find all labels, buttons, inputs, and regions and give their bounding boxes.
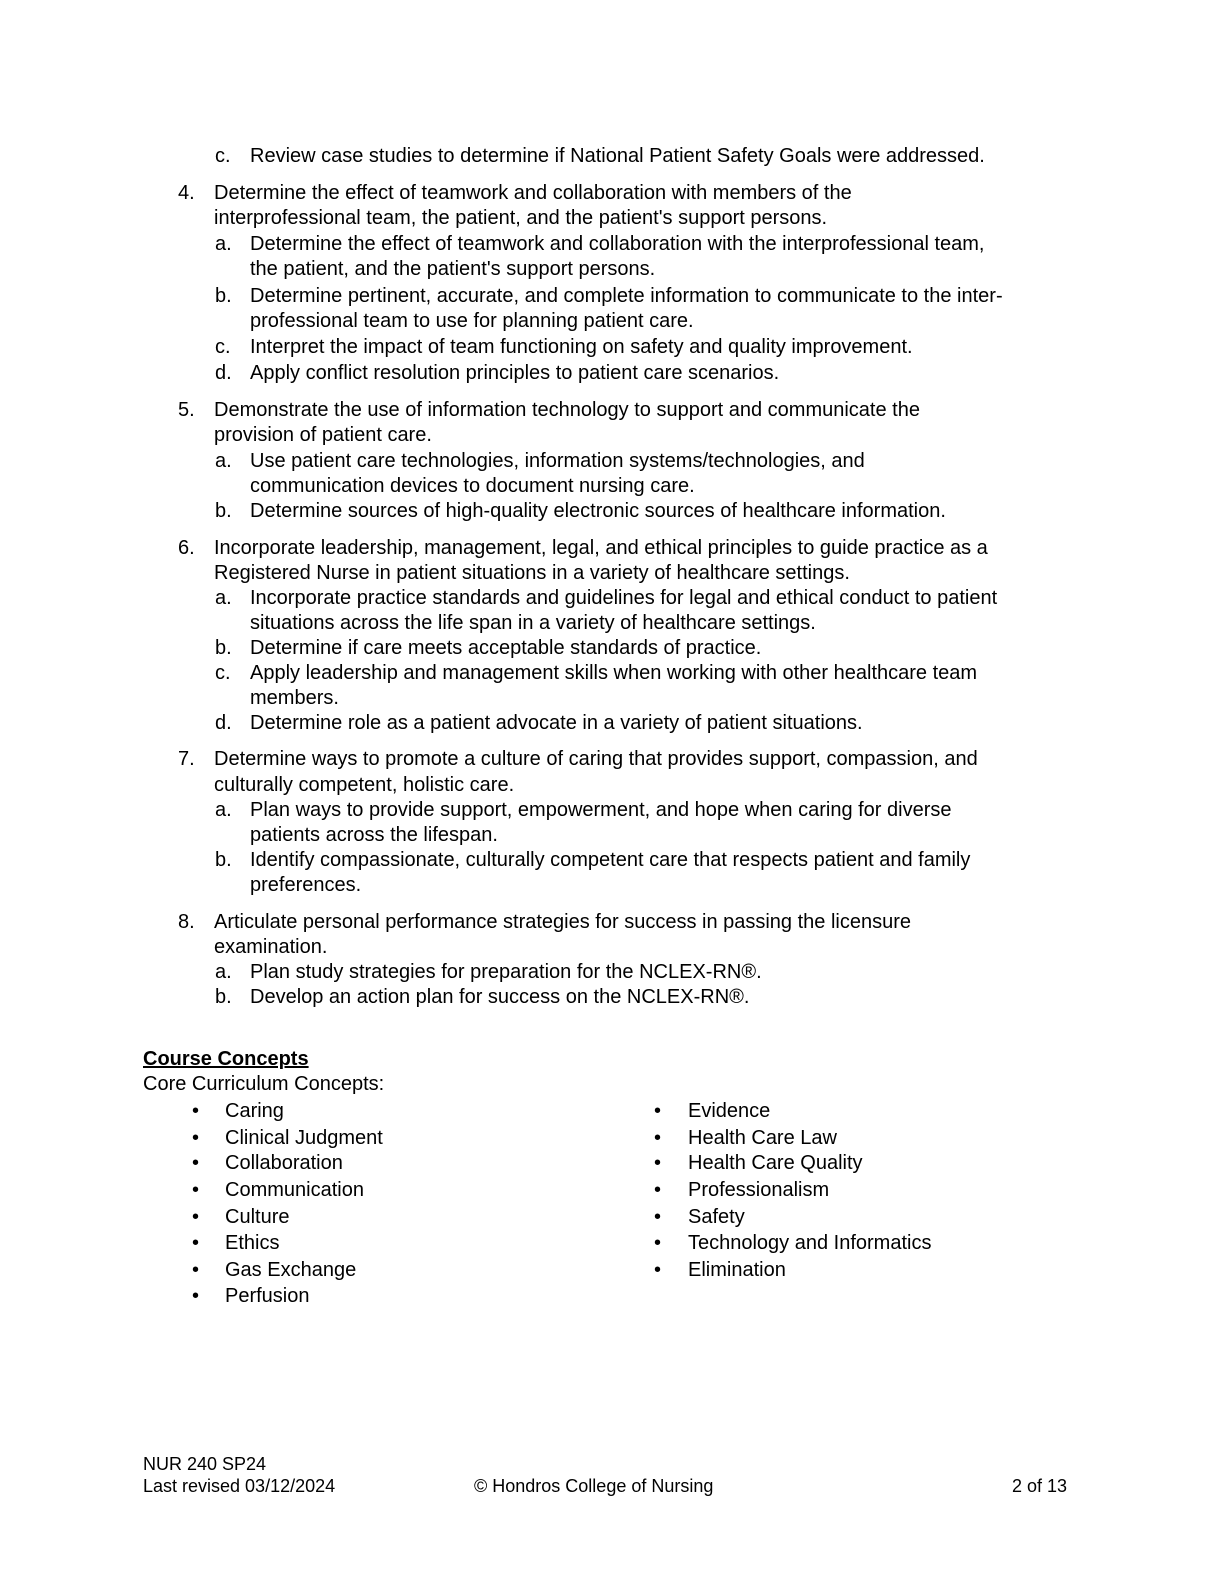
outcome-6b: Determine if care meets acceptable standards of practice. xyxy=(250,637,762,659)
outcome-number: 7. xyxy=(178,748,195,770)
outcome-4a-line2: the patient, and the patient's support persons. xyxy=(250,258,656,280)
concept-item: Caring xyxy=(225,1100,284,1122)
sub-letter: d. xyxy=(215,712,232,734)
concept-item: Health Care Law xyxy=(688,1127,837,1149)
sub-letter: a. xyxy=(215,961,232,983)
outcome-5a-line2: communication devices to document nursing care. xyxy=(250,475,695,497)
outcome-4b-line2: professional team to use for planning patient care. xyxy=(250,310,694,332)
outcome-7-line2: culturally competent, holistic care. xyxy=(214,774,515,796)
outcome-4-line2: interprofessional team, the patient, and the patient's support persons. xyxy=(214,207,828,229)
bullet-icon: • xyxy=(192,1232,200,1254)
sub-letter: b. xyxy=(215,500,232,522)
concept-item: Technology and Informatics xyxy=(688,1232,932,1254)
outcome-4c: Interpret the impact of team functioning on safety and quality improvement. xyxy=(250,336,913,358)
sub-letter: c. xyxy=(215,662,231,684)
footer-copyright: © Hondros College of Nursing xyxy=(474,1476,714,1496)
outcome-5-line2: provision of patient care. xyxy=(214,424,432,446)
outcome-7a-line2: patients across the lifespan. xyxy=(250,824,498,846)
outcome-8-line2: examination. xyxy=(214,936,328,958)
bullet-icon: • xyxy=(654,1100,662,1122)
concept-item: Collaboration xyxy=(225,1152,343,1174)
outcome-8b: Develop an action plan for success on the NCLEX-RN®. xyxy=(250,986,750,1008)
bullet-icon: • xyxy=(192,1127,200,1149)
outcome-7b-line1: Identify compassionate, culturally competent care that respects patient and family xyxy=(250,849,971,871)
concept-item: Evidence xyxy=(688,1100,771,1122)
section-subheading: Core Curriculum Concepts: xyxy=(143,1073,385,1095)
outcome-number: 8. xyxy=(178,911,195,933)
sub-letter: d. xyxy=(215,362,232,384)
outcome-4-line1: Determine the effect of teamwork and collaboration with members of the xyxy=(214,182,852,204)
bullet-icon: • xyxy=(654,1127,662,1149)
outcome-6c-line2: members. xyxy=(250,687,339,709)
sub-letter: b. xyxy=(215,637,232,659)
outcome-5-line1: Demonstrate the use of information technology to support and communicate the xyxy=(214,399,920,421)
outcome-6-line2: Registered Nurse in patient situations in a variety of healthcare settings. xyxy=(214,562,850,584)
sub-letter: a. xyxy=(215,233,232,255)
footer-course: NUR 240 SP24 xyxy=(143,1454,267,1474)
concept-item: Clinical Judgment xyxy=(225,1127,383,1149)
bullet-icon: • xyxy=(654,1259,662,1281)
concept-item: Health Care Quality xyxy=(688,1152,863,1174)
outcome-number: 5. xyxy=(178,399,195,421)
footer-page-number: 2 of 13 xyxy=(1012,1476,1068,1496)
outcome-3c: Review case studies to determine if National Patient Safety Goals were addressed. xyxy=(250,145,985,167)
outcome-7b-line2: preferences. xyxy=(250,874,362,896)
bullet-icon: • xyxy=(192,1206,200,1228)
concept-item: Elimination xyxy=(688,1259,786,1281)
concept-item: Professionalism xyxy=(688,1179,830,1201)
bullet-icon: • xyxy=(654,1152,662,1174)
footer-revised: Last revised 03/12/2024 xyxy=(143,1476,336,1496)
bullet-icon: • xyxy=(192,1179,200,1201)
outcome-5a-line1: Use patient care technologies, information systems/technologies, and xyxy=(250,450,865,472)
sub-letter: b. xyxy=(215,285,232,307)
outcome-6-line1: Incorporate leadership, management, legal, and ethical principles to guide practice as a xyxy=(214,537,988,559)
concept-item: Safety xyxy=(688,1206,745,1228)
outcome-4a-line1: Determine the effect of teamwork and collaboration with the interprofessional team, xyxy=(250,233,985,255)
outcome-4b-line1: Determine pertinent, accurate, and complete information to communicate to the inter- xyxy=(250,285,1003,307)
bullet-icon: • xyxy=(654,1232,662,1254)
sub-letter: a. xyxy=(215,799,232,821)
concept-item: Communication xyxy=(225,1179,364,1201)
bullet-icon: • xyxy=(192,1259,200,1281)
outcome-number: 4. xyxy=(178,182,195,204)
concept-item: Ethics xyxy=(225,1232,280,1254)
outcome-7-line1: Determine ways to promote a culture of caring that provides support, compassion, and xyxy=(214,748,978,770)
sub-letter: a. xyxy=(215,450,232,472)
outcome-7a-line1: Plan ways to provide support, empowerment, and hope when caring for diverse xyxy=(250,799,952,821)
bullet-icon: • xyxy=(192,1152,200,1174)
bullet-icon: • xyxy=(654,1206,662,1228)
outcome-6d: Determine role as a patient advocate in a variety of patient situations. xyxy=(250,712,863,734)
bullet-icon: • xyxy=(654,1179,662,1201)
section-heading: Course Concepts xyxy=(143,1048,309,1070)
sub-letter: c. xyxy=(215,145,231,167)
outcome-8-line1: Articulate personal performance strategies for success in passing the licensure xyxy=(214,911,912,933)
concept-item: Gas Exchange xyxy=(225,1259,357,1281)
sub-letter: c. xyxy=(215,336,231,358)
sub-letter: b. xyxy=(215,849,232,871)
bullet-icon: • xyxy=(192,1100,200,1122)
outcome-6c-line1: Apply leadership and management skills when working with other healthcare team xyxy=(250,662,978,684)
outcome-6a-line2: situations across the life span in a variety of healthcare settings. xyxy=(250,612,816,634)
outcome-4d: Apply conflict resolution principles to patient care scenarios. xyxy=(250,362,780,384)
concept-item: Perfusion xyxy=(225,1285,310,1307)
bullet-icon: • xyxy=(192,1285,200,1307)
sub-letter: b. xyxy=(215,986,232,1008)
outcome-8a: Plan study strategies for preparation for the NCLEX-RN®. xyxy=(250,961,762,983)
sub-letter: a. xyxy=(215,587,232,609)
outcome-6a-line1: Incorporate practice standards and guidelines for legal and ethical conduct to patient xyxy=(250,587,998,609)
outcome-5b: Determine sources of high-quality electronic sources of healthcare information. xyxy=(250,500,946,522)
concept-item: Culture xyxy=(225,1206,290,1228)
outcome-number: 6. xyxy=(178,537,195,559)
